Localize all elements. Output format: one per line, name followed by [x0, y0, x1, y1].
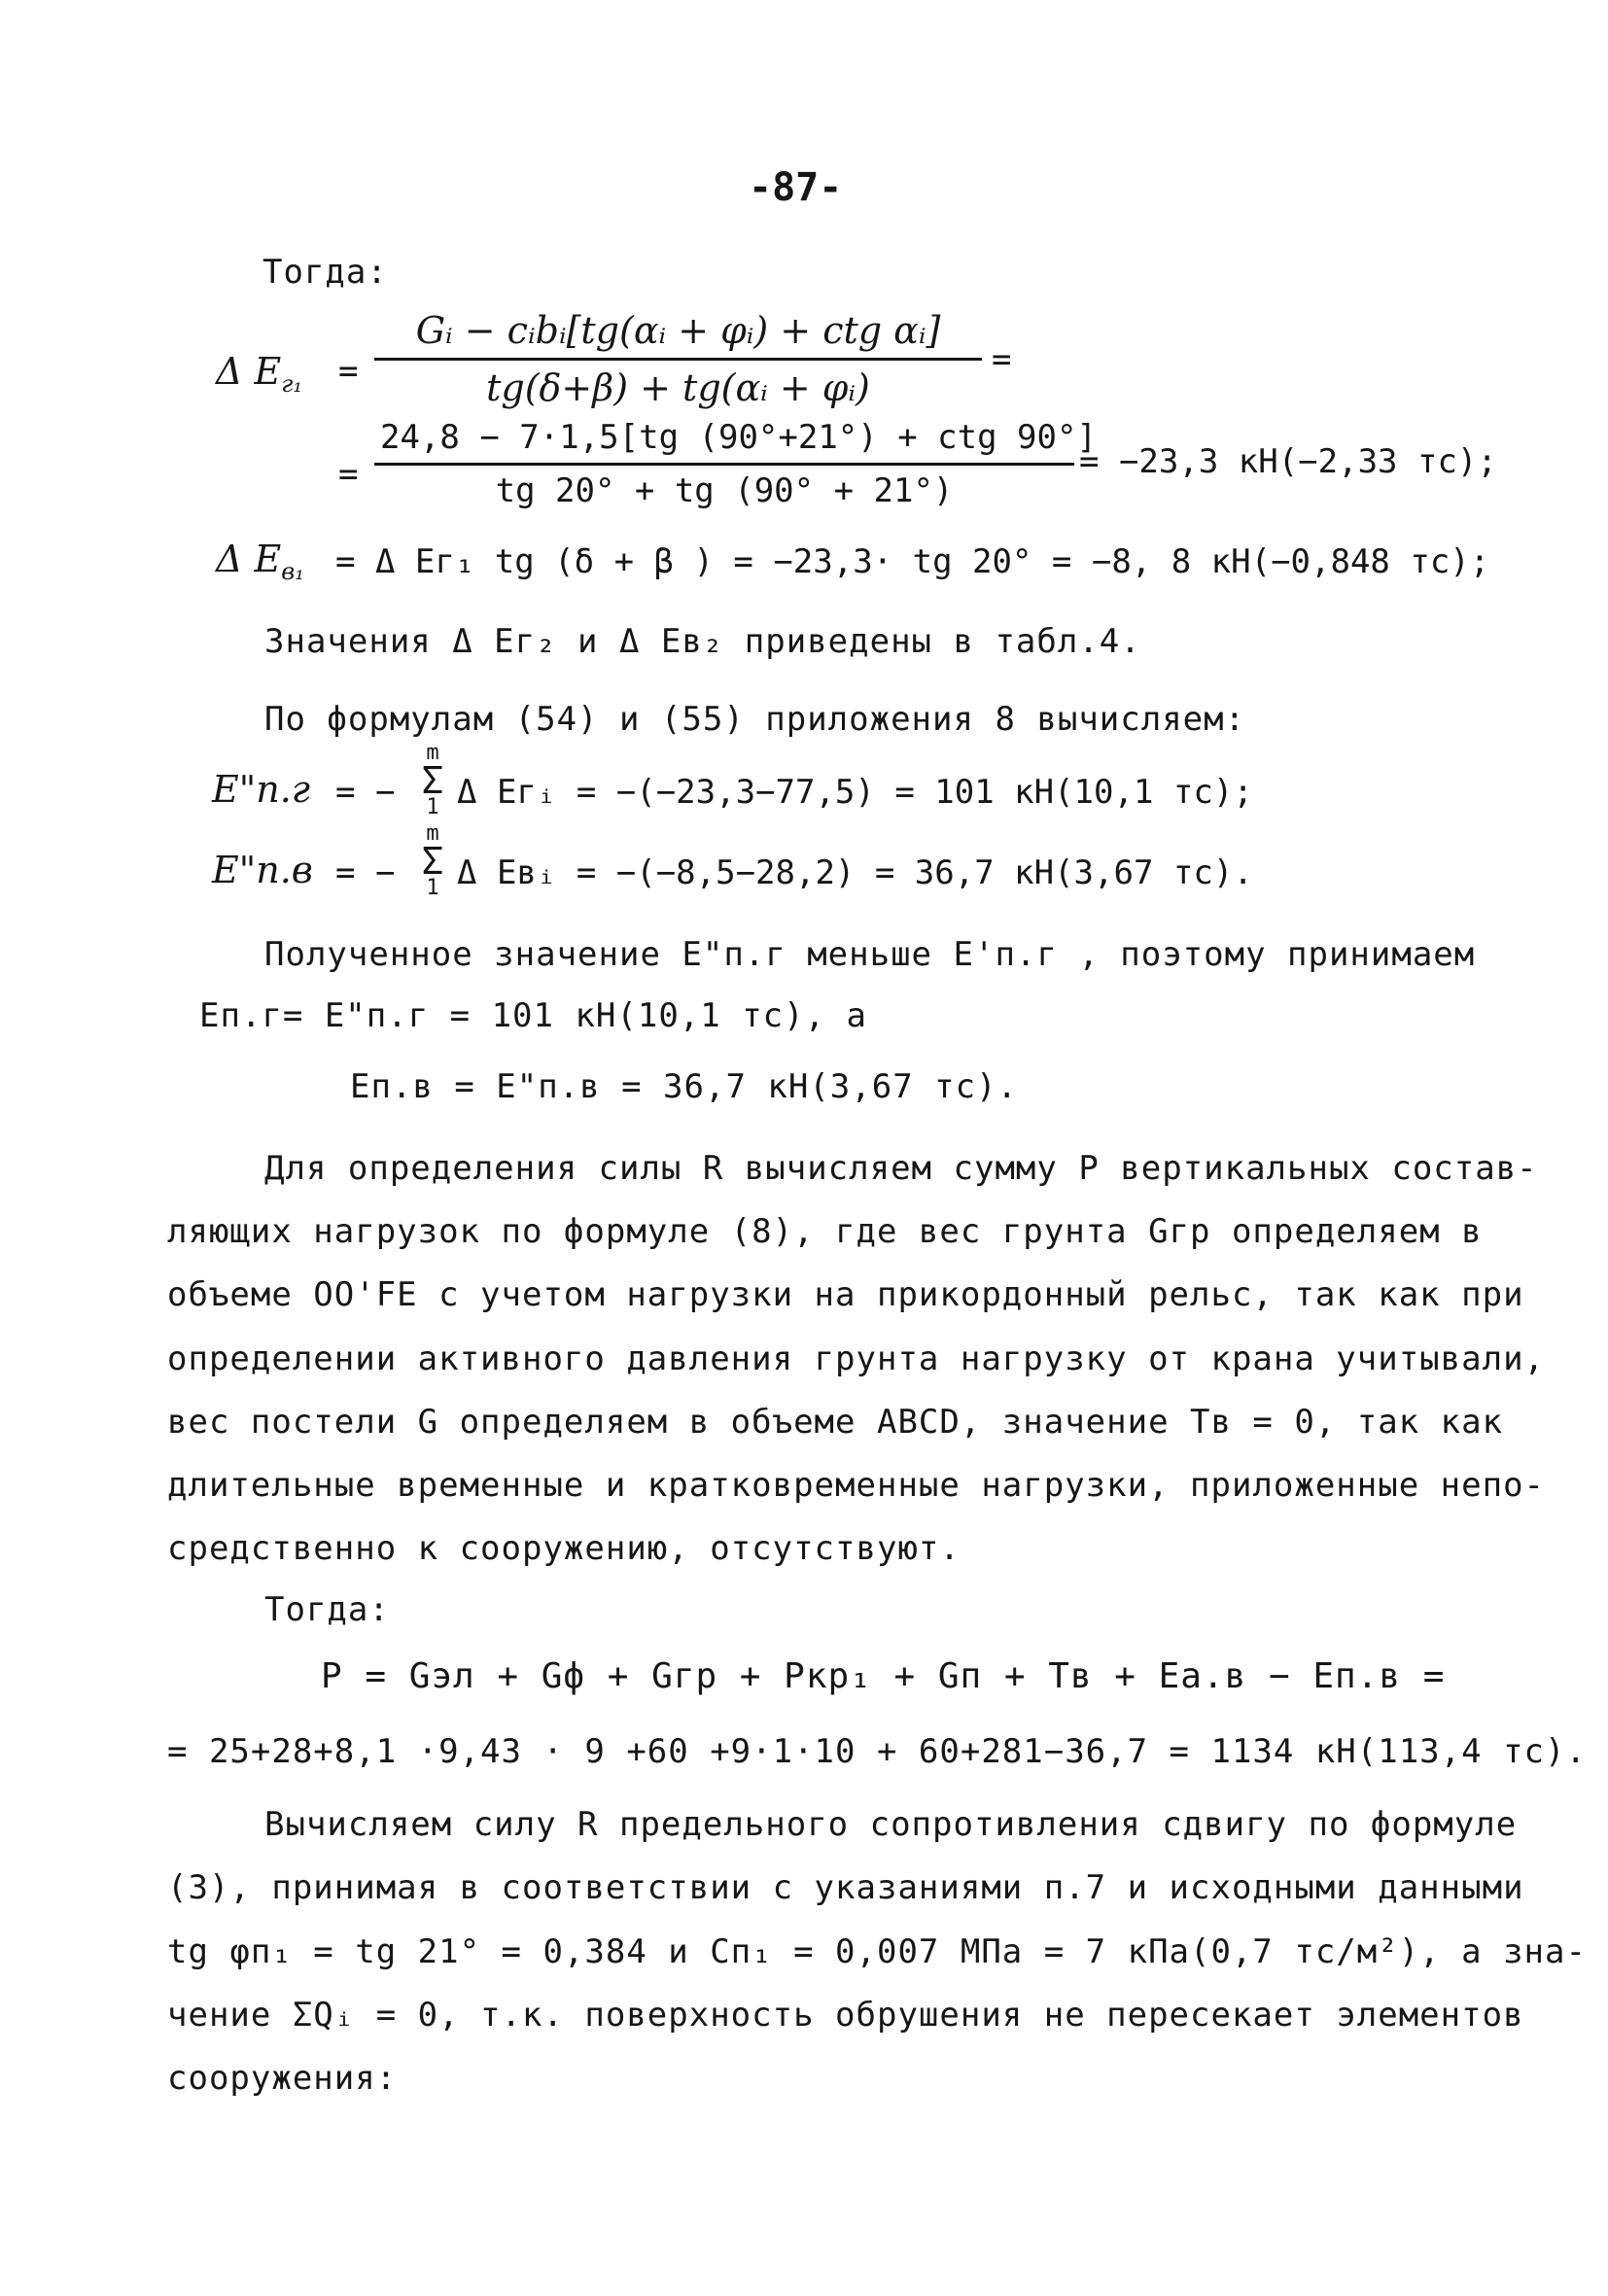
eq4-lhs: E"п.г — [212, 768, 310, 811]
eq3-rhs: = Δ Eг₁ tg (δ + β ) = −23,3· tg 20° = −8, 8 кН(−0,848 тс); — [335, 542, 1490, 581]
paragraph2-line-4: чение ΣQᵢ = 0, т.к. поверхность обрушения не пересекает элементов — [167, 1996, 1524, 2035]
text-formulas: По формулам (54) и (55) приложения 8 вычисляем: — [264, 700, 1246, 739]
eq4-sigma: m Σ 1 — [421, 741, 444, 819]
paragraph2-line-3: tg φп₁ = tg 21° = 0,384 и Cп₁ = 0,007 МПа = 7 кПа(0,7 тс/м²), а зна- — [167, 1932, 1587, 1971]
eq1-numerator: Gᵢ − cᵢbᵢ[tg(αᵢ + φᵢ) + ctg αᵢ] — [374, 309, 982, 361]
text-values: Значения Δ Eг₂ и Δ Eв₂ приведены в табл.4. — [264, 622, 1141, 661]
eq5-lhs: E"п.в — [212, 849, 313, 891]
paragraph2-line-2: (3), принимая в соответствии с указаниями п.7 и исходными данными — [167, 1868, 1524, 1907]
eq1-trail-equals: = — [992, 340, 1012, 379]
eq5-eq-minus: = − — [335, 853, 396, 892]
eq4-rhs: Δ Eгᵢ = −(−23,3−77,5) = 101 кН(10,1 тс); — [457, 773, 1253, 812]
paragraph-line-4: определении активного давления грунта нагрузку от крана учитывали, — [167, 1339, 1546, 1378]
paragraph-line-5: вес постели G определяем в объеме ABCD, значение Tв = 0, так как — [167, 1403, 1504, 1442]
eq4-eq-minus: = − — [335, 773, 396, 812]
page-number: -87- — [749, 165, 843, 210]
eq2-numerator: 24,8 − 7·1,5[tg (90°+21°) + ctg 90°] — [374, 418, 1074, 466]
eq2-fraction — [374, 418, 1097, 510]
eq7: Eп.в = E"п.в = 36,7 кН(3,67 тс). — [350, 1067, 1019, 1106]
paragraph-line-6: длительные временные и кратковременные нагрузки, приложенные непо- — [167, 1466, 1546, 1505]
eq6: Eп.г= E"п.г = 101 кН(10,1 тс), а — [199, 996, 868, 1035]
eq8: P = Gэл + Gф + Gгр + Pкр₁ + Gп + Tв + Eа.в − Eп.в = — [321, 1656, 1446, 1696]
then-label-2: Тогда: — [264, 1590, 390, 1629]
paragraph-line-1: Для определения силы R вычисляем сумму P вертикальных состав- — [264, 1149, 1538, 1188]
paragraph-line-3: объеме OO'FE с учетом нагрузки на прикордонный рельс, так как при — [167, 1275, 1524, 1314]
eq5-rhs: Δ Eвᵢ = −(−8,5−28,2) = 36,7 кН(3,67 тс). — [457, 853, 1253, 892]
eq2-denominator: tg 20° + tg (90° + 21°) — [495, 471, 954, 510]
eq1-denominator: tg(δ+β) + tg(αᵢ + φᵢ) — [486, 366, 870, 409]
paragraph2-line-5: сооружения: — [167, 2059, 398, 2098]
eq1-lhs: Δ $E_{г_1}$ — [216, 350, 303, 398]
eq5-sigma: m Σ 1 — [421, 821, 444, 900]
eq3-lhs: Δ $E_{в_1}$ — [216, 538, 304, 585]
paragraph-line-2: ляющих нагрузок по формуле (8), где вес грунта Gгр определяем в — [167, 1212, 1483, 1251]
then-label-1: Тогда: — [262, 253, 388, 292]
eq1-fraction — [374, 309, 982, 409]
eq1-equals: = — [338, 352, 359, 391]
eq2-result: = −23,3 кН(−2,33 тс); — [1079, 442, 1497, 481]
eq2-equals: = — [338, 455, 359, 494]
eq9: = 25+28+8,1 ·9,43 · 9 +60 +9·1·10 + 60+281−36,7 = 1134 кН(113,4 тс). — [167, 1732, 1587, 1771]
text-obtained: Полученное значение E"п.г меньше E'п.г , поэтому принимаем — [264, 935, 1476, 974]
paragraph-line-7: средственно к сооружению, отсутствуют. — [167, 1529, 961, 1568]
paragraph2-line-1: Вычисляем силу R предельного сопротивления сдвигу по формуле — [264, 1805, 1518, 1844]
